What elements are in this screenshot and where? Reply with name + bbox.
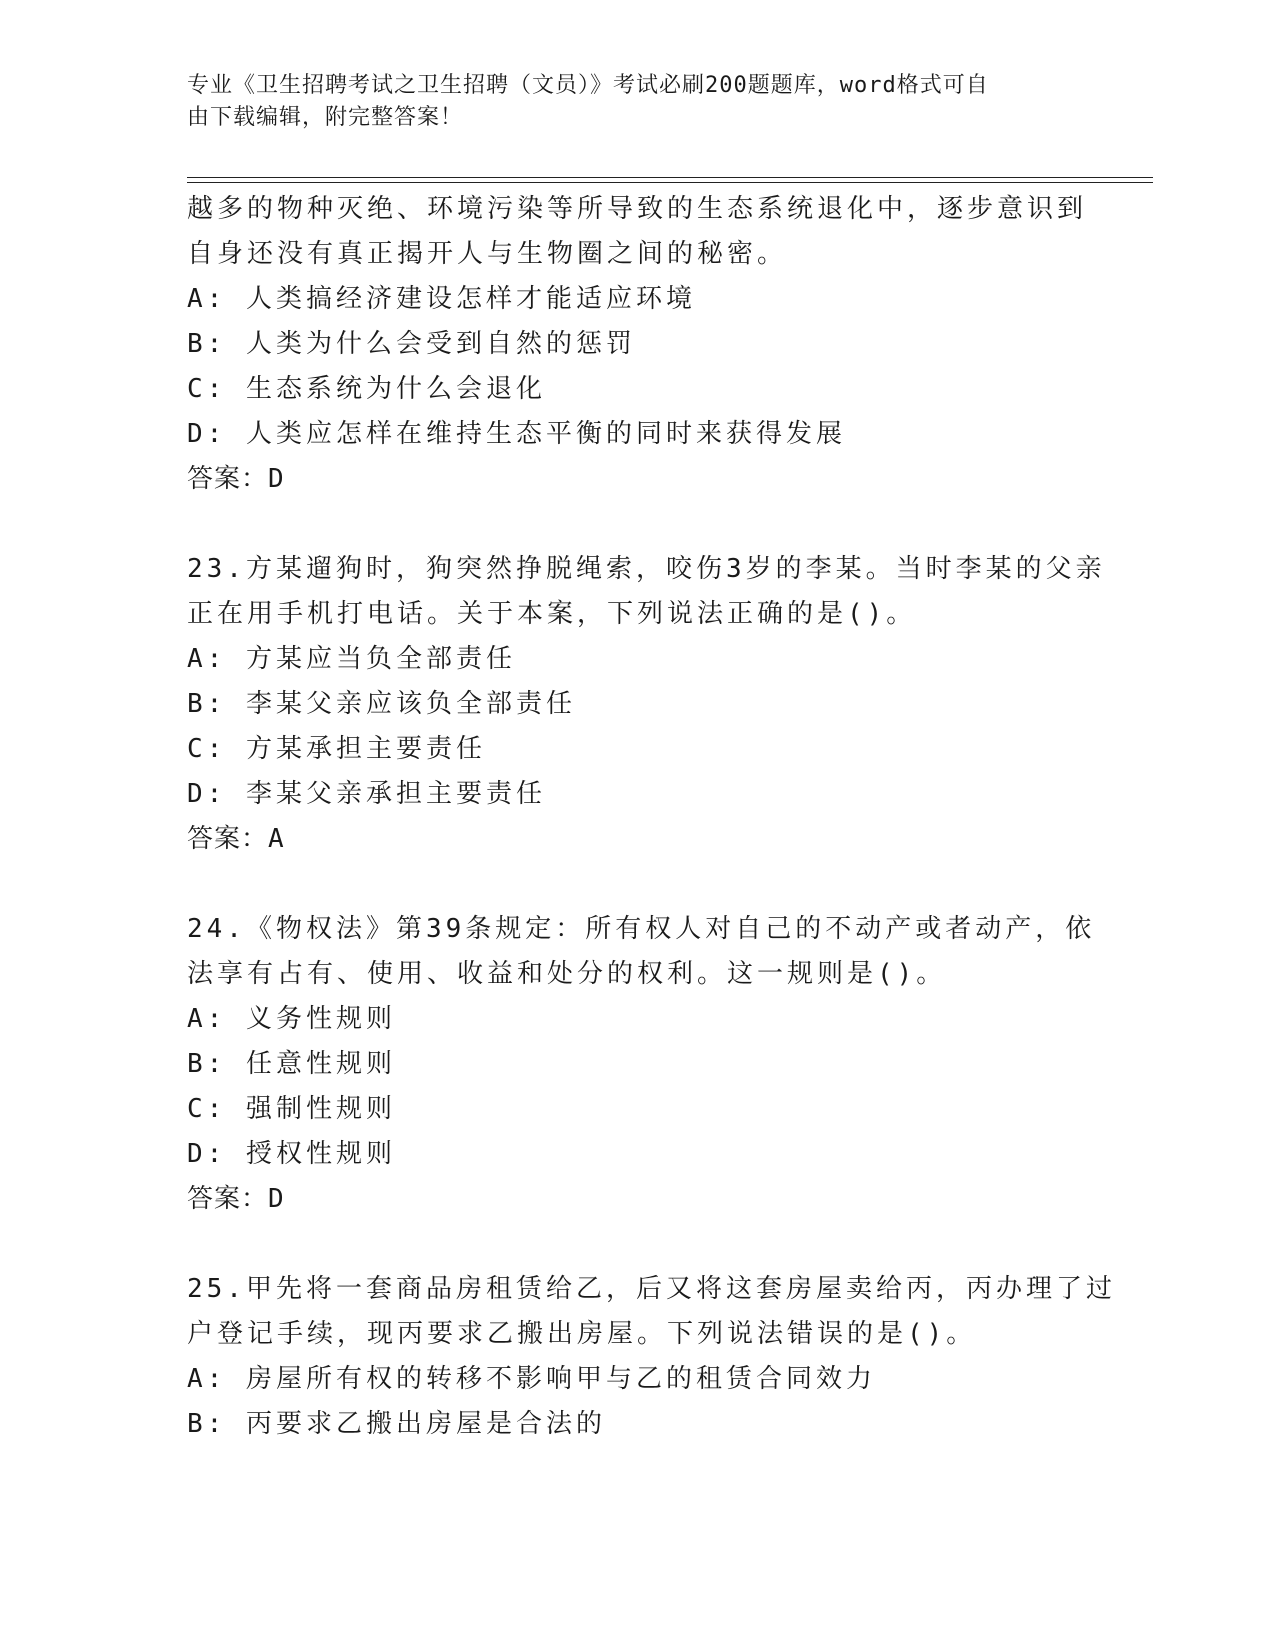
option-a: A: 义务性规则 bbox=[187, 1004, 396, 1034]
option-a: A: 方某应当负全部责任 bbox=[187, 644, 516, 674]
option-b: B: 任意性规则 bbox=[187, 1049, 396, 1079]
option-c: C: 方某承担主要责任 bbox=[187, 734, 486, 764]
question-stem-line: 法享有占有、使用、收益和处分的权利。这一规则是()。 bbox=[187, 959, 947, 989]
question-24 bbox=[187, 907, 1096, 1222]
option-a: A: 房屋所有权的转移不影响甲与乙的租赁合同效力 bbox=[187, 1364, 876, 1394]
document-body bbox=[187, 187, 1116, 1447]
header-title-line-1: 专业《卫生招聘考试之卫生招聘（文员）》考试必刷200题题库，word格式可自 bbox=[187, 73, 989, 98]
question-stem-line: 户登记手续，现丙要求乙搬出房屋。下列说法错误的是()。 bbox=[187, 1319, 977, 1349]
option-b: B: 李某父亲应该负全部责任 bbox=[187, 689, 576, 719]
question-stem-line: 正在用手机打电话。关于本案，下列说法正确的是()。 bbox=[187, 599, 917, 629]
question-25 bbox=[187, 1267, 1116, 1447]
answer-label: 答案：D bbox=[187, 464, 285, 494]
option-b: B: 丙要求乙搬出房屋是合法的 bbox=[187, 1409, 606, 1439]
option-d: D: 李某父亲承担主要责任 bbox=[187, 779, 546, 809]
question-stem-line: 24.《物权法》第39条规定：所有权人对自己的不动产或者动产，依 bbox=[187, 914, 1096, 944]
option-c: C: 生态系统为什么会退化 bbox=[187, 374, 546, 404]
option-d: D: 授权性规则 bbox=[187, 1139, 396, 1169]
answer-label: 答案：A bbox=[187, 824, 285, 854]
answer-label: 答案：D bbox=[187, 1184, 285, 1214]
option-a: A: 人类搞经济建设怎样才能适应环境 bbox=[187, 284, 696, 314]
question-stem-line: 23.方某遛狗时，狗突然挣脱绳索，咬伤3岁的李某。当时李某的父亲 bbox=[187, 554, 1106, 584]
option-b: B: 人类为什么会受到自然的惩罚 bbox=[187, 329, 636, 359]
question-22-continuation bbox=[187, 187, 1087, 502]
document-header bbox=[187, 70, 1067, 134]
header-title-line-2: 由下载编辑，附完整答案！ bbox=[187, 105, 464, 130]
question-stem-line: 自身还没有真正揭开人与生物圈之间的秘密。 bbox=[187, 239, 788, 269]
header-divider-top bbox=[187, 177, 1153, 178]
question-23 bbox=[187, 547, 1106, 862]
question-stem-line: 越多的物种灭绝、环境污染等所导致的生态系统退化中，逐步意识到 bbox=[187, 194, 1088, 224]
option-c: C: 强制性规则 bbox=[187, 1094, 396, 1124]
question-stem-line: 25.甲先将一套商品房租赁给乙，后又将这套房屋卖给丙，丙办理了过 bbox=[187, 1274, 1116, 1304]
option-d: D: 人类应怎样在维持生态平衡的同时来获得发展 bbox=[187, 419, 846, 449]
header-divider-bottom bbox=[187, 182, 1153, 183]
